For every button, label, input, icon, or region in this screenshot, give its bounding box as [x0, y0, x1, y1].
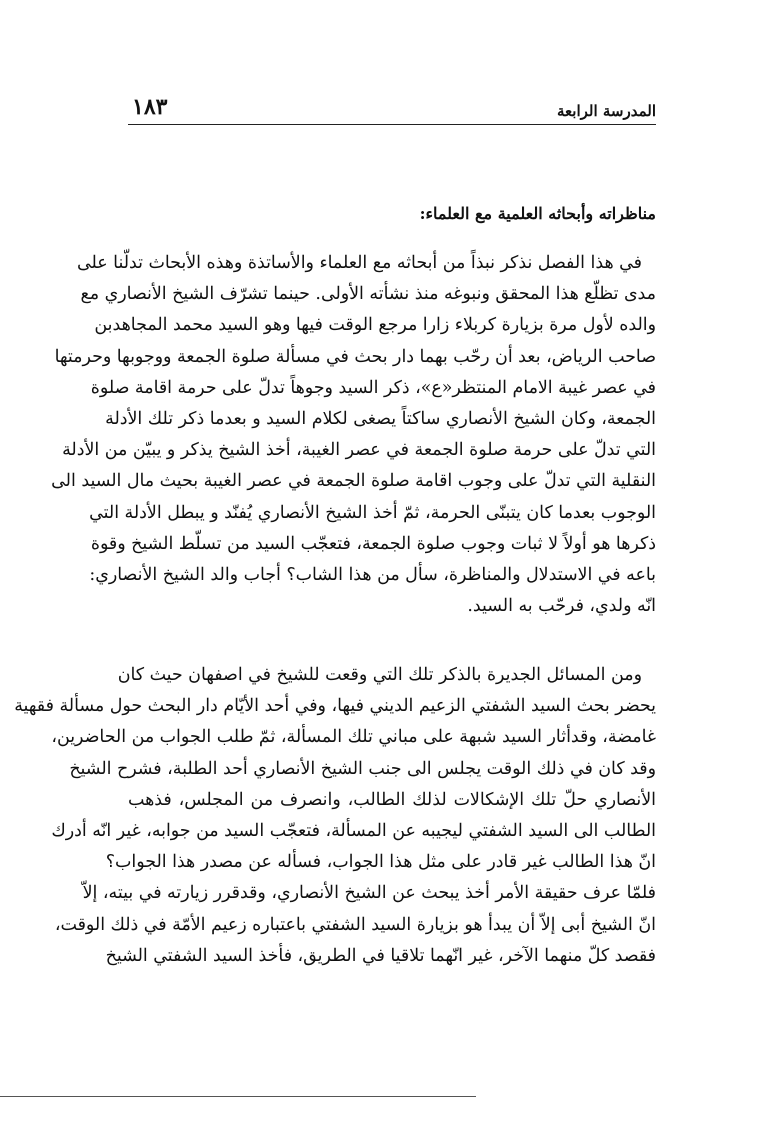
text-line: مدى تظلّع هذا المحقق ونبوغه منذ نشأته الأولى. حينما تشرّف الشيخ الأنصاري مع	[80, 284, 656, 305]
text-line: انّه ولدي، فرحّب به السيد.	[467, 596, 656, 617]
scan-bottom-rule	[0, 1096, 476, 1097]
text-line: غامضة، وقدأثار السيد شبهة على مباني تلك المسألة، ثمّ طلب الجواب من الحاضرين،	[51, 727, 656, 748]
text-line: الأنصاري حلّ تلك الإشكالات لذلك الطالب، وانصرف من المجلس، فذهب	[128, 789, 656, 810]
text-line: فلمّا عرف حقيقة الأمر أخذ يبحث عن الشيخ الأنصاري، وقدقرر زيارته في بيته، إلاّ	[82, 883, 656, 904]
paragraph-1	[51, 248, 656, 622]
page-number: ١٨٣	[132, 94, 168, 120]
text-line: والده لأول مرة بزيارة كربلاء زارا مرجع الوقت فيها وهو السيد محمد المجاهدبن	[94, 315, 656, 336]
text-line: التي تدلّ على حرمة صلوة الجمعة في عصر الغيبة، أخذ الشيخ يذكر و يبيّن من الأدلة	[62, 440, 656, 461]
text-line: صاحب الرياض، بعد أن رحّب بهما دار بحث في مسألة صلوة الجمعة ووجوبها وحرمتها	[54, 346, 656, 367]
page-header	[128, 94, 656, 125]
section-title: مناظراته وأبحاثه العلمية مع العلماء:	[419, 204, 656, 223]
text-line: الطالب الى السيد الشفتي ليجيبه عن المسألة، فتعجّب السيد من جوابه، غير انّه أدرك	[51, 820, 656, 841]
text-line: ومن المسائل الجديرة بالذكر تلك التي وقعت للشيخ في اصفهان حيث كان	[117, 665, 642, 685]
running-chapter-title: المدرسة الرابعة	[557, 102, 656, 120]
paragraph-2	[14, 660, 656, 972]
text-line: باعه في الاستدلال والمناظرة، سأل من هذا الشاب؟ أجاب والد الشيخ الأنصاري:	[89, 564, 656, 585]
text-line: الجمعة، وكان الشيخ الأنصاري ساكتاً يصغى لكلام السيد و بعدما ذكر تلك الأدلة	[105, 408, 656, 429]
text-line: يحضر بحث السيد الشفتي الزعيم الديني فيها، وفي أحد الأيّام دار البحث حول مسألة فقهية	[14, 696, 656, 717]
text-line: وقد كان في ذلك الوقت يجلس الى جنب الشيخ الأنصاري أحد الطلبة، فشرح الشيخ	[69, 758, 656, 779]
text-line: الوجوب بعدما كان يتبنّى الحرمة، ثمّ أخذ الشيخ الأنصاري يُفنّد و يبطل الأدلة التي	[89, 502, 656, 523]
text-line: في عصر غيبة الامام المنتظر«ع»، ذكر السيد وجوهاً تدلّ على حرمة اقامة صلوة	[90, 377, 656, 398]
text-line: فقصد كلّ منهما الآخر، غير انّهما تلاقيا في الطريق، فأخذ السيد الشفتي الشيخ	[105, 945, 656, 966]
text-line: في هذا الفصل نذكر نبذاً من أبحاثه مع العلماء والأساتذة وهذه الأبحاث تدلّنا على	[76, 253, 642, 273]
text-line: ذكرها هو أولاً لا ثبات وجوب صلوة الجمعة، فتعجّب السيد من تسلّط الشيخ وقوة	[90, 533, 656, 554]
text-line: انّ هذا الطالب غير قادر على مثل هذا الجواب، فسأله عن مصدر هذا الجواب؟	[105, 852, 656, 873]
text-line: انّ الشيخ أبى إلاّ أن يبدأ هو بزيارة السيد الشفتي باعتباره زعيم الأمّة في ذلك الوقت،	[54, 914, 656, 935]
text-line: النقلية التي تدلّ على وجوب اقامة صلوة الجمعة في عصر الغيبة بحيث مال السيد الى	[51, 471, 656, 492]
